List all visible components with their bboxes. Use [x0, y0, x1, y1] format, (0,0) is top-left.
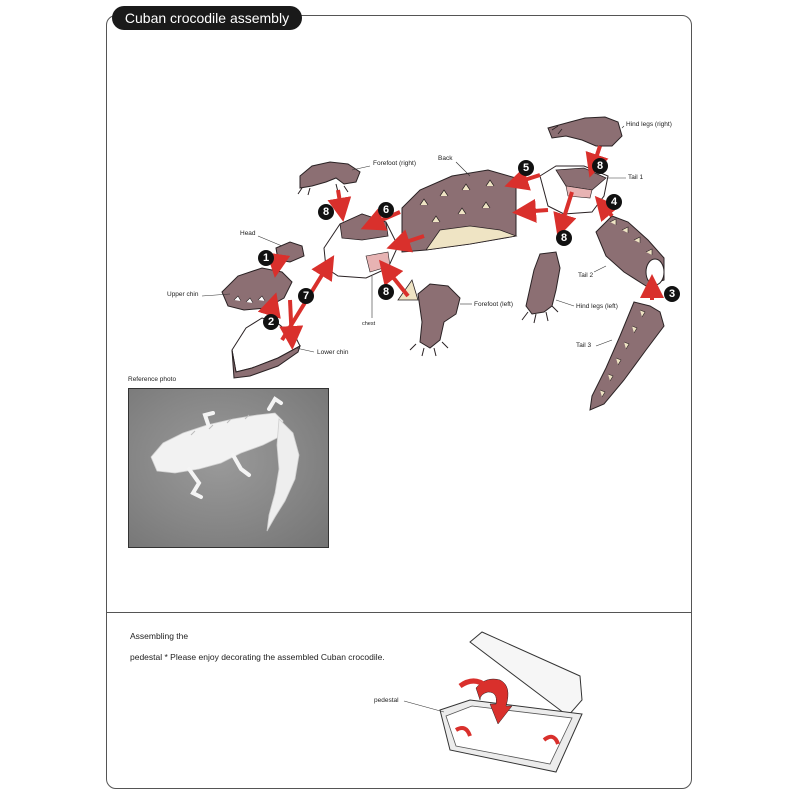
label-chest: chest [362, 321, 376, 327]
label-hind-legs-right: Hind legs (right) [626, 121, 672, 128]
pedestal-heading-line2: pedestal * Please enjoy decorating the assembled Cuban crocodile. [130, 652, 385, 662]
arrow-step1 [276, 256, 278, 270]
reference-photo-caption: Reference photo [128, 376, 177, 383]
upper-chin-part [222, 268, 292, 310]
step-badge-5: 5 [518, 160, 534, 176]
papercraft-crocodile-image [129, 389, 329, 548]
pedestal-drawing [404, 632, 582, 772]
label-head: Head [240, 230, 256, 237]
step-badge-8: 8 [378, 284, 394, 300]
arrow-back-tail1 [520, 210, 548, 212]
step-badge-8: 8 [318, 204, 334, 220]
step-badge-1: 1 [258, 250, 274, 266]
forefoot-left-part [398, 280, 460, 356]
reference-photo [128, 388, 329, 548]
label-hind-legs-left: Hind legs (left) [576, 303, 618, 310]
page-title: Cuban crocodile assembly [112, 6, 302, 30]
hind-legs-left-part [522, 252, 560, 323]
label-tail2: Tail 2 [578, 272, 594, 279]
label-upper-chin: Upper chin [167, 291, 199, 298]
tail3-part [590, 302, 664, 410]
label-lower-chin: Lower chin [317, 349, 349, 356]
step-badge-2: 2 [263, 314, 279, 330]
label-forefoot-left: Forefoot (left) [474, 301, 514, 308]
label-tail3: Tail 3 [576, 342, 592, 349]
tail2-part [596, 216, 664, 286]
arrow-step8-forefoot-right [338, 190, 342, 214]
step-badge-8: 8 [592, 158, 608, 174]
label-tail1: Tail 1 [628, 174, 644, 181]
pedestal-heading-line1: Assembling the [130, 631, 189, 641]
step-badge-7: 7 [298, 288, 314, 304]
hind-legs-right-part [548, 117, 622, 146]
arrow-step7b [290, 300, 292, 342]
forefoot-right-part [298, 162, 360, 195]
step-badge-4: 4 [606, 194, 622, 210]
step-badge-6: 6 [378, 202, 394, 218]
step-badge-3: 3 [664, 286, 680, 302]
label-forefoot-right: Forefoot (right) [373, 160, 416, 167]
label-back: Back [438, 155, 453, 162]
section-divider [107, 612, 691, 613]
step-badge-8: 8 [556, 230, 572, 246]
label-pedestal: pedestal [374, 697, 399, 704]
